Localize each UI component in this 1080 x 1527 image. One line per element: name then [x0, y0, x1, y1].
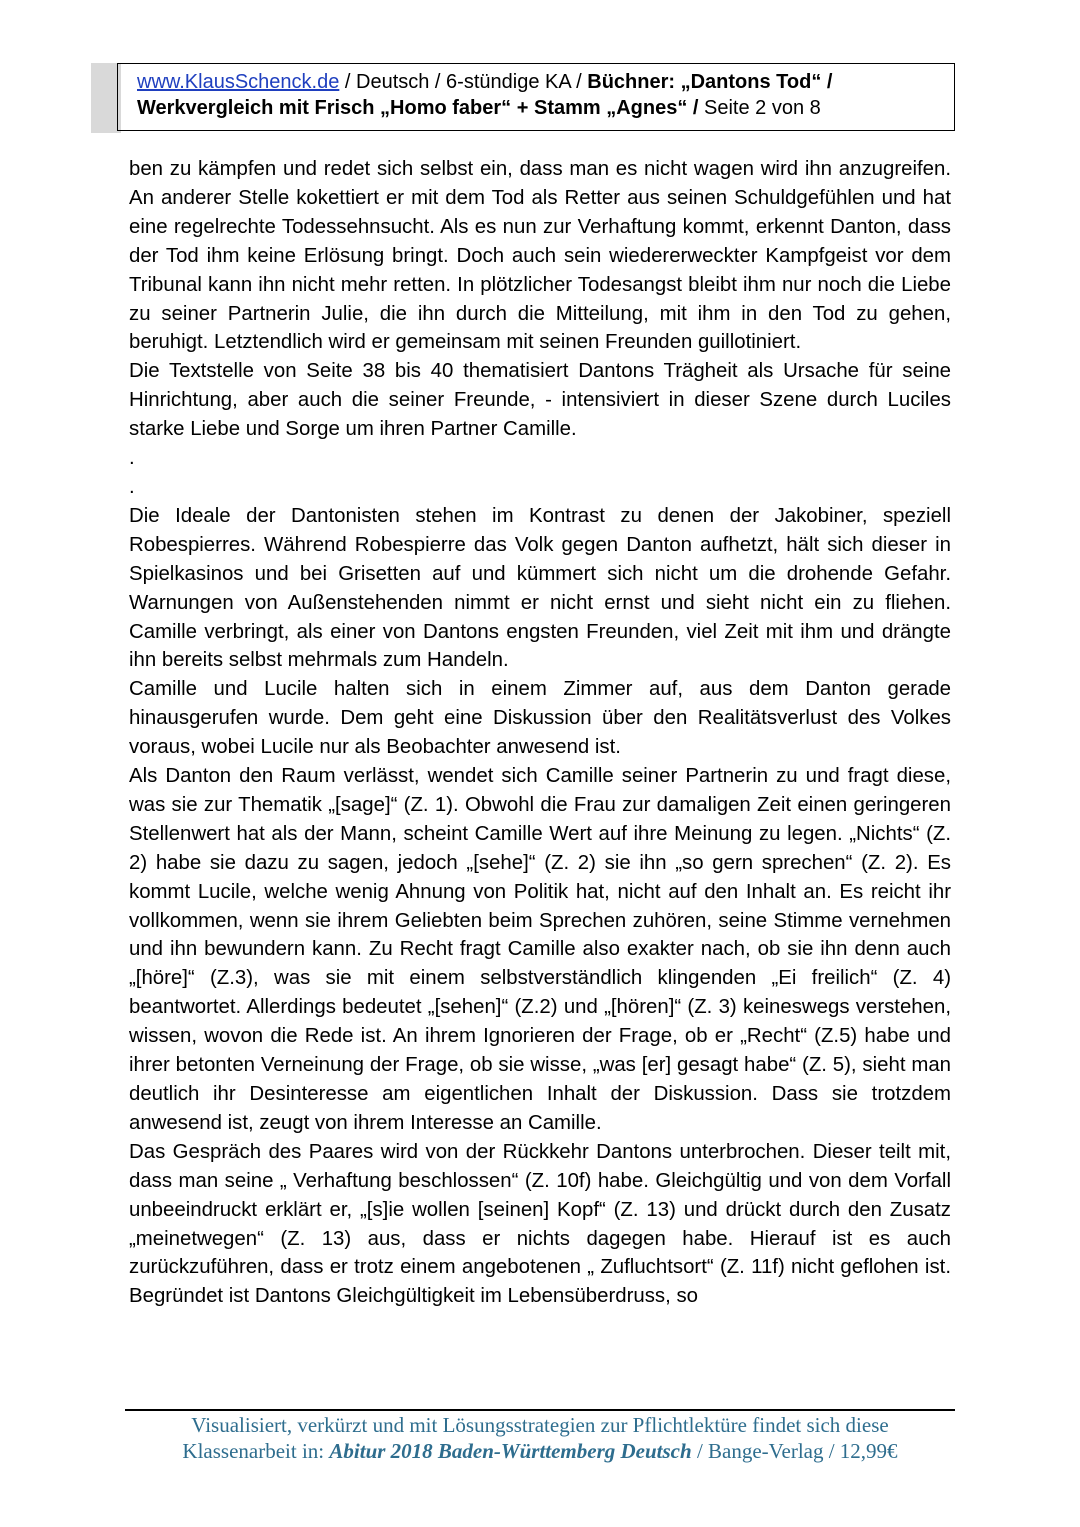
footer-line-1: Visualisiert, verkürzt und mit Lösungsstrategien zur Pflichtlektüre findet sich diese: [191, 1413, 889, 1437]
footer-publisher: / Bange-Verlag / 12,99€: [691, 1439, 898, 1463]
paragraph-6: Das Gespräch des Paares wird von der Rückkehr Dantons unterbrochen. Dieser teilt mit, dass man seine „ Verhaftung beschlossen“ (Z. 10f) habe. Gleichgültig und von dem Vorfall unbeeindruckt erklärt er, „[s]ie wollen [seinen] Kopf“ (Z. 13) und drückt durch den Zusatz „meinetwegen“ (Z. 13) aus, dass er nichts dagegen habe. Hierauf ist es auch zurückzuführen, dass er trotz einem angebotenen „ Zufluchtsort“ (Z. 11f) nicht geflohen ist. Begründet ist Dantons Gleichgültigkeit im Lebensüberdruss, so: [129, 1140, 951, 1308]
paragraph-5: Als Danton den Raum verlässt, wendet sich Camille seiner Partnerin zu und fragt diese, was sie zur Thematik „[sage]“ (Z. 1). Obwohl die Frau zur damaligen Zeit einen geringeren Stellenwert hat als der Mann, scheint Camille Wert auf ihre Meinung zu legen. „Nichts“ (Z. 2) habe sie dazu zu sagen, jedoch „[sehe]“ (Z. 2) sie ihn „so gern sprechen“ (Z. 2). Es kommt Lucile, welche wenig Ahnung von Politik hat, nicht auf den Inhalt an. Es reicht ihr vollkommen, wenn sie ihrem Geliebten beim Sprechen zuhören, seine Stimme vernehmen und ihn bewundern kann. Zu Recht fragt Camille also exakter nach, ob sie ihn denn auch „[höre]“ (Z.3), was sie mit einem selbstverständlich klingenden „Ei freilich“ (Z. 4) beantwortet. Allerdings bedeutet „[sehen]“ (Z.2) und „[hören]“ (Z. 3) keineswegs verstehen, wissen, wovon die Rede ist. An ihrem Ignorieren der Frage, ob er „Recht“ (Z.5) habe und ihrer betonten Verneinung der Frage, ob sie wisse, „was [er] gesagt habe“ (Z. 5), sieht man deutlich ihr Desinteresse am eigentlichen Inhalt der Diskussion. Dass sie trotzdem anwesend ist, zeugt von ihrem Interesse an Camille.: [129, 765, 951, 1134]
footer-line-2: [125, 1438, 955, 1464]
header-comparison: Werkvergleich mit Frisch „Homo faber“ + Stamm „Agnes“ /: [137, 97, 699, 119]
site-link[interactable]: www.KlausSchenck.de: [137, 71, 340, 93]
separator-dot-1: .: [129, 447, 135, 470]
page-footer: [125, 1412, 955, 1464]
footer-divider: [125, 1409, 955, 1411]
header-subject: / Deutsch / 6-stündige KA /: [339, 71, 588, 93]
footer-prefix: Klassenarbeit in:: [182, 1439, 330, 1463]
page-number: Seite 2 von 8: [698, 97, 821, 119]
paragraph-2: Die Textstelle von Seite 38 bis 40 thematisiert Dantons Trägheit als Ursache für seine Hinrichtung, aber auch die seiner Freunde, - intensiviert in dieser Szene durch Luciles starke Liebe und Sorge um ihren Partner Camille.: [129, 360, 951, 441]
document-body: [129, 155, 951, 1311]
header-work-title: Büchner: „Dantons Tod“ /: [587, 71, 833, 93]
header-line-1: [137, 69, 954, 95]
separator-dot-2: .: [129, 475, 135, 498]
page-header: [117, 63, 955, 131]
footer-book-title: Abitur 2018 Baden-Württemberg Deutsch: [329, 1439, 692, 1463]
header-line-2: [137, 95, 954, 121]
paragraph-1: ben zu kämpfen und redet sich selbst ein, dass man es nicht wagen wird ihn anzugreifen. An anderer Stelle kokettiert er mit dem Tod als Retter aus seinen Schuldgefühlen und hat eine regelrechte Todessehnsucht. Als es nun zur Verhaftung kommt, erkennt Danton, dass der Tod ihm keine Erlösung bringt. Doch auch sein wiedererweckter Kampfgeist vor dem Tribunal kann ihn nicht mehr retten. In plötzlicher Todesangst bleibt ihm nur noch die Liebe zu seiner Partnerin Julie, die ihn durch die Mitteilung, mit ihm in den Tod zu gehen, beruhigt. Letztendlich wird er gemeinsam mit seinen Freunden guillotiniert.: [129, 158, 951, 354]
paragraph-3: Die Ideale der Dantonisten stehen im Kontrast zu denen der Jakobiner, speziell Robespierres. Während Robespierre das Volk gegen Danton aufhetzt, hält sich dieser in Spielkasinos und bei Grisetten auf und kümmert sich nicht um die drohende Gefahr. Warnungen von Außenstehenden nimmt er nicht ernst und sieht nicht ein zu fliehen. Camille verbringt, als einer von Dantons engsten Freunden, viel Zeit mit ihm und drängte ihn bereits selbst mehrmals zum Handeln.: [129, 504, 951, 672]
paragraph-4: Camille und Lucile halten sich in einem Zimmer auf, aus dem Danton gerade hinausgerufen wurde. Dem geht eine Diskussion über den Realitätsverlust des Volkes voraus, wobei Lucile nur als Beobachter anwesend ist.: [129, 678, 951, 759]
